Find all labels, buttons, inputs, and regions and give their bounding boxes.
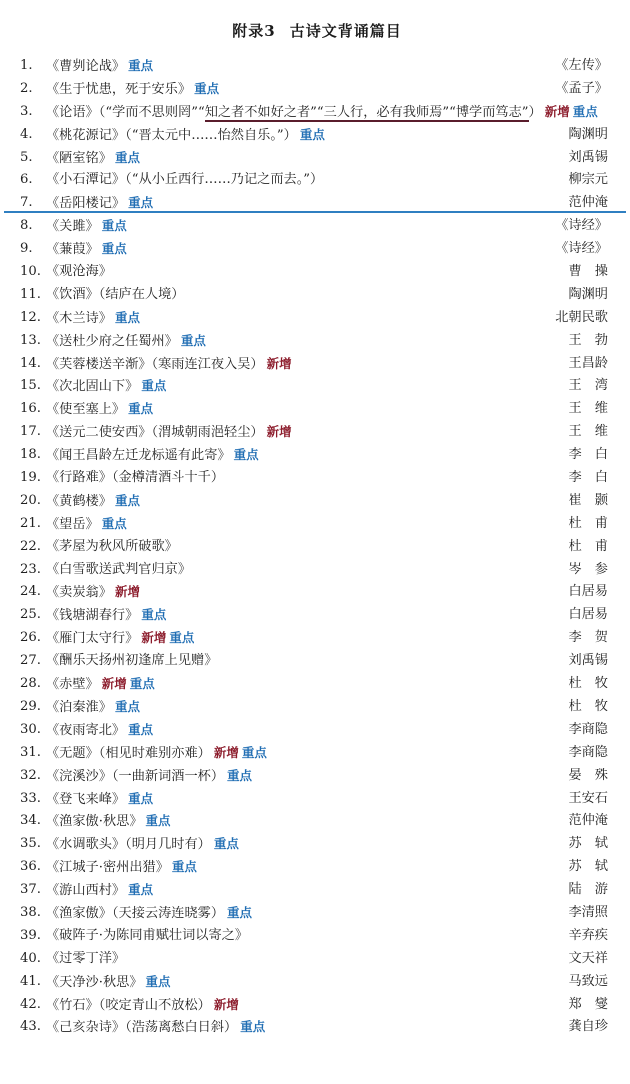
item-number: 39.: [20, 927, 41, 943]
item-number: 29.: [20, 698, 41, 714]
key-tag: 重点: [145, 973, 171, 989]
item-author: 陶渊明: [568, 286, 608, 302]
item-title: [46, 307, 140, 331]
item-title: [46, 375, 166, 399]
new-tag: 新增: [266, 424, 292, 440]
title-text: 《论语》（“学而不思则罔”“: [46, 104, 205, 120]
item-author: 王 维: [568, 401, 608, 417]
item-title: [46, 444, 259, 468]
item-title: [46, 1016, 265, 1040]
title-text: 《登飞来峰》: [46, 791, 126, 807]
title-text: 《渔家傲·秋思》: [46, 814, 143, 830]
key-tag: 重点: [141, 378, 167, 394]
item-author: 苏 轼: [568, 859, 608, 875]
title-text: 《饮酒》（结庐在人境）: [46, 286, 185, 302]
item-number: 1.: [20, 58, 33, 73]
item-number: 7.: [20, 195, 33, 211]
item-number: 10.: [20, 264, 41, 280]
item-title: [46, 810, 171, 834]
item-author: 柳宗元: [568, 172, 608, 188]
item-number: 22.: [20, 538, 41, 554]
title-text: 《黄鹤楼》: [46, 493, 112, 509]
list-item: [0, 673, 630, 696]
title-text: 《竹石》（咬定青山不放松）: [46, 997, 211, 1013]
title-text: 《卖炭翁》: [46, 585, 112, 601]
title-text: 《白雪歌送武判官归京》: [46, 561, 192, 577]
item-author: 《诗经》: [555, 218, 608, 234]
item-title: [46, 101, 598, 125]
item-number: 14.: [20, 355, 41, 371]
page-title: [0, 20, 630, 41]
item-author: 岑 参: [568, 561, 608, 577]
list-item: [0, 330, 630, 353]
title-text: 《使至塞上》: [46, 402, 126, 418]
item-number: 18.: [20, 447, 41, 463]
item-author: 崔 颢: [568, 492, 608, 508]
item-number: 40.: [20, 950, 41, 966]
item-author: 杜 甫: [568, 515, 608, 531]
title-text: 《小石潭记》（“从小丘西行……乃记之而去。”）: [46, 172, 324, 188]
list-item: [0, 650, 630, 673]
item-number: 32.: [20, 767, 41, 783]
item-number: 13.: [20, 332, 41, 348]
list-item: [0, 765, 630, 788]
title-text: 《桃花源记》（“晋太元中……怡然自乐。”）: [46, 127, 297, 143]
item-title: [46, 238, 127, 262]
item-author: 郑 燮: [568, 996, 608, 1012]
item-number: 19.: [20, 470, 41, 486]
list-item: [0, 55, 630, 78]
new-tag: 新增: [213, 996, 239, 1012]
item-title: [46, 78, 219, 102]
item-number: 21.: [20, 515, 41, 531]
item-number: 43.: [20, 1019, 41, 1035]
item-author: 《左传》: [555, 58, 608, 73]
title-text: 《游山西村》: [46, 883, 126, 899]
item-title: [46, 788, 153, 812]
item-number: 38.: [20, 904, 41, 920]
item-author: 白居易: [568, 607, 608, 623]
underlined-quote: 知之者不如好之者”“三人行，必有我师焉”“博学而笃志”: [204, 104, 529, 120]
title-text: 《酬乐天扬州初逢席上见赠》: [46, 653, 218, 669]
title-text: 《木兰诗》: [46, 310, 112, 326]
key-tag: 重点: [128, 195, 154, 211]
item-number: 20.: [20, 492, 41, 508]
item-title: [46, 147, 140, 171]
item-number: 11.: [20, 286, 41, 302]
key-tag: 重点: [101, 515, 127, 531]
item-author: 李 贺: [568, 630, 608, 646]
key-tag: 重点: [233, 447, 259, 463]
item-author: 范仲淹: [568, 195, 608, 211]
key-tag: 重点: [114, 492, 140, 508]
item-number: 36.: [20, 859, 41, 875]
section-divider: [4, 211, 626, 213]
title-text: 《曹刿论战》: [46, 59, 126, 74]
key-tag: 重点: [101, 218, 127, 234]
title-text: 《破阵子·为陈同甫赋壮词以寄之》: [46, 927, 249, 943]
item-author: 刘禹锡: [568, 149, 608, 165]
list-item: [0, 833, 630, 856]
key-tag: 重点: [101, 241, 127, 257]
item-author: 文天祥: [568, 950, 608, 966]
list-item: [0, 856, 630, 879]
item-number: 23.: [20, 561, 41, 577]
item-author: 刘禹锡: [568, 653, 608, 669]
title-text: 《闻王昌龄左迁龙标遥有此寄》: [46, 448, 231, 464]
title-text: 《关雎》: [46, 219, 99, 235]
list-item: [0, 375, 630, 398]
list-item: [0, 971, 630, 994]
key-tag: 重点: [145, 813, 171, 829]
item-number: 6.: [20, 172, 33, 188]
key-tag: 重点: [299, 126, 325, 142]
list-item: [0, 810, 630, 833]
item-number: 16.: [20, 401, 41, 417]
item-number: 4.: [20, 126, 33, 142]
item-author: 《诗经》: [555, 241, 608, 257]
item-number: 24.: [20, 584, 41, 600]
key-tag: 重点: [128, 401, 154, 417]
key-tag: 重点: [572, 103, 598, 119]
title-text: 《次北固山下》: [46, 379, 139, 395]
item-title: [46, 581, 140, 605]
key-tag: 重点: [114, 309, 140, 325]
list-item: [0, 742, 630, 765]
new-tag: 新增: [141, 630, 167, 646]
key-tag: 重点: [169, 630, 195, 646]
title-text: 《过零丁洋》: [46, 950, 126, 966]
item-author: 李商隐: [568, 721, 608, 737]
item-number: 37.: [20, 882, 41, 898]
new-tag: 新增: [544, 103, 570, 119]
key-tag: 重点: [194, 80, 220, 96]
new-tag: 新增: [101, 676, 127, 692]
item-title: [46, 948, 125, 971]
poem-list: [0, 55, 630, 1039]
list-item: [0, 1016, 630, 1039]
item-title: [46, 673, 155, 697]
item-title: [46, 398, 153, 422]
list-item: [0, 215, 630, 238]
item-author: 王安石: [568, 790, 608, 806]
list-item: [0, 696, 630, 719]
item-number: 41.: [20, 973, 41, 989]
title-text: 《观沧海》: [46, 264, 112, 280]
appendix-title: 古诗文背诵篇目: [289, 22, 402, 40]
list-item: [0, 513, 630, 536]
item-number: 28.: [20, 676, 41, 692]
item-author: 龚自珍: [568, 1019, 608, 1035]
list-item: [0, 902, 630, 925]
title-text: 《钱塘湖春行》: [46, 608, 139, 624]
item-author: 北朝民歌: [555, 309, 608, 325]
title-text: 《行路难》（金樽清酒斗十千）: [46, 470, 225, 486]
item-author: 王 勃: [568, 332, 608, 348]
title-text: 《茅屋为秋风所破歌》: [46, 538, 178, 554]
list-item: [0, 879, 630, 902]
item-title: [46, 902, 252, 926]
item-number: 30.: [20, 721, 41, 737]
title-tail: ）: [528, 104, 542, 120]
list-item: [0, 788, 630, 811]
item-author: 晏 殊: [568, 767, 608, 783]
item-author: 辛弃疾: [568, 927, 608, 943]
item-number: 34.: [20, 813, 41, 829]
item-author: 王 湾: [568, 378, 608, 394]
item-number: 2.: [20, 80, 33, 96]
list-item: [0, 398, 630, 421]
item-author: 马致远: [568, 973, 608, 989]
item-title: [46, 559, 191, 582]
item-author: 王 维: [568, 424, 608, 440]
item-number: 42.: [20, 996, 41, 1012]
item-title: [46, 604, 166, 628]
item-author: 李 白: [568, 447, 608, 463]
item-title: [46, 261, 112, 284]
title-text: 《陋室铭》: [46, 150, 112, 166]
item-title: [46, 833, 239, 857]
item-title: [46, 55, 153, 79]
item-number: 33.: [20, 790, 41, 806]
item-author: 白居易: [568, 584, 608, 600]
key-tag: 重点: [171, 859, 197, 875]
item-number: 31.: [20, 744, 41, 760]
item-title: [46, 467, 224, 490]
item-number: 3.: [20, 103, 33, 119]
item-title: [46, 330, 206, 354]
title-text: 《芙蓉楼送辛渐》（寒雨连江夜入吴）: [46, 356, 264, 372]
list-item: [0, 536, 630, 559]
item-title: [46, 536, 178, 559]
list-item: [0, 421, 630, 444]
item-author: 范仲淹: [568, 813, 608, 829]
list-item: [0, 124, 630, 147]
item-number: 9.: [20, 241, 33, 257]
title-text: 《望岳》: [46, 516, 99, 532]
key-tag: 重点: [128, 58, 154, 73]
list-item: [0, 925, 630, 948]
title-text: 《天净沙·秋思》: [46, 974, 143, 990]
item-title: [46, 284, 184, 307]
list-item: [0, 604, 630, 627]
key-tag: 重点: [227, 767, 253, 783]
item-author: 王昌龄: [568, 355, 608, 371]
list-item: [0, 719, 630, 742]
item-title: [46, 421, 292, 445]
key-tag: 重点: [114, 149, 140, 165]
key-tag: 重点: [128, 721, 154, 737]
list-item: [0, 147, 630, 170]
item-title: [46, 879, 153, 903]
item-title: [46, 490, 140, 514]
item-author: 曹 操: [568, 264, 608, 280]
item-author: 杜 甫: [568, 538, 608, 554]
list-item: [0, 627, 630, 650]
item-number: 15.: [20, 378, 41, 394]
new-tag: 新增: [266, 355, 292, 371]
item-author: 《孟子》: [555, 80, 608, 96]
item-author: 杜 牧: [568, 676, 608, 692]
key-tag: 重点: [129, 676, 155, 692]
title-text: 《江城子·密州出猎》: [46, 860, 169, 876]
item-title: [46, 696, 140, 720]
title-text: 《送元二使安西》（渭城朝雨浥轻尘）: [46, 425, 264, 441]
new-tag: 新增: [213, 744, 239, 760]
title-text: 《赤壁》: [46, 677, 99, 693]
key-tag: 重点: [227, 904, 253, 920]
item-title: [46, 971, 171, 995]
list-item: [0, 467, 630, 490]
item-title: [46, 856, 197, 880]
item-number: 27.: [20, 653, 41, 669]
item-author: 李清照: [568, 904, 608, 920]
new-tag: 新增: [114, 584, 140, 600]
key-tag: 重点: [241, 744, 267, 760]
item-number: 5.: [20, 149, 33, 165]
item-title: [46, 765, 252, 789]
list-item: [0, 78, 630, 101]
item-author: 苏 轼: [568, 836, 608, 852]
item-title: [46, 650, 217, 673]
list-item: [0, 238, 630, 261]
title-text: 《无题》（相见时难别亦难）: [46, 745, 211, 761]
item-title: [46, 215, 127, 239]
title-text: 《渔家傲》（天接云涛连晓雾）: [46, 905, 225, 921]
list-item: [0, 284, 630, 307]
title-text: 《夜雨寄北》: [46, 722, 126, 738]
list-item: [0, 444, 630, 467]
item-number: 17.: [20, 424, 41, 440]
key-tag: 重点: [240, 1019, 266, 1035]
list-item: [0, 948, 630, 971]
item-title: [46, 169, 323, 192]
list-item: [0, 353, 630, 376]
item-number: 12.: [20, 309, 41, 325]
title-text: 《己亥杂诗》（浩荡离愁白日斜）: [46, 1020, 238, 1036]
key-tag: 重点: [114, 698, 140, 714]
item-author: 陶渊明: [568, 126, 608, 142]
list-item: [0, 261, 630, 284]
list-item: [0, 101, 630, 124]
title-text: 《送杜少府之任蜀州》: [46, 333, 178, 349]
item-title: [46, 353, 292, 377]
title-text: 《雁门太守行》: [46, 631, 139, 647]
list-item: [0, 307, 630, 330]
title-text: 《水调歌头》（明月几时有）: [46, 837, 211, 853]
item-title: [46, 994, 239, 1018]
item-title: [46, 925, 248, 948]
item-title: [46, 627, 194, 651]
item-title: [46, 513, 127, 537]
list-item: [0, 581, 630, 604]
key-tag: 重点: [141, 607, 167, 623]
key-tag: 重点: [180, 332, 206, 348]
item-title: [46, 742, 267, 766]
item-number: 25.: [20, 607, 41, 623]
item-author: 李商隐: [568, 744, 608, 760]
item-title: [46, 124, 325, 148]
item-author: 杜 牧: [568, 698, 608, 714]
list-item: [0, 169, 630, 192]
item-author: 陆 游: [568, 882, 608, 898]
item-number: 35.: [20, 836, 41, 852]
title-text: 《浣溪沙》（一曲新词酒一杯）: [46, 768, 225, 784]
item-number: 8.: [20, 218, 33, 234]
item-title: [46, 719, 153, 743]
title-text: 《生于忧患，死于安乐》: [46, 81, 192, 97]
list-item: [0, 994, 630, 1017]
item-number: 26.: [20, 630, 41, 646]
item-author: 李 白: [568, 470, 608, 486]
title-text: 《蒹葭》: [46, 242, 99, 258]
title-text: 《泊秦淮》: [46, 699, 112, 715]
list-item: [0, 490, 630, 513]
title-text: 《岳阳楼记》: [46, 196, 126, 212]
list-item: [0, 559, 630, 582]
key-tag: 重点: [213, 836, 239, 852]
key-tag: 重点: [128, 790, 154, 806]
key-tag: 重点: [128, 882, 154, 898]
appendix-label: 附录3: [232, 22, 276, 40]
